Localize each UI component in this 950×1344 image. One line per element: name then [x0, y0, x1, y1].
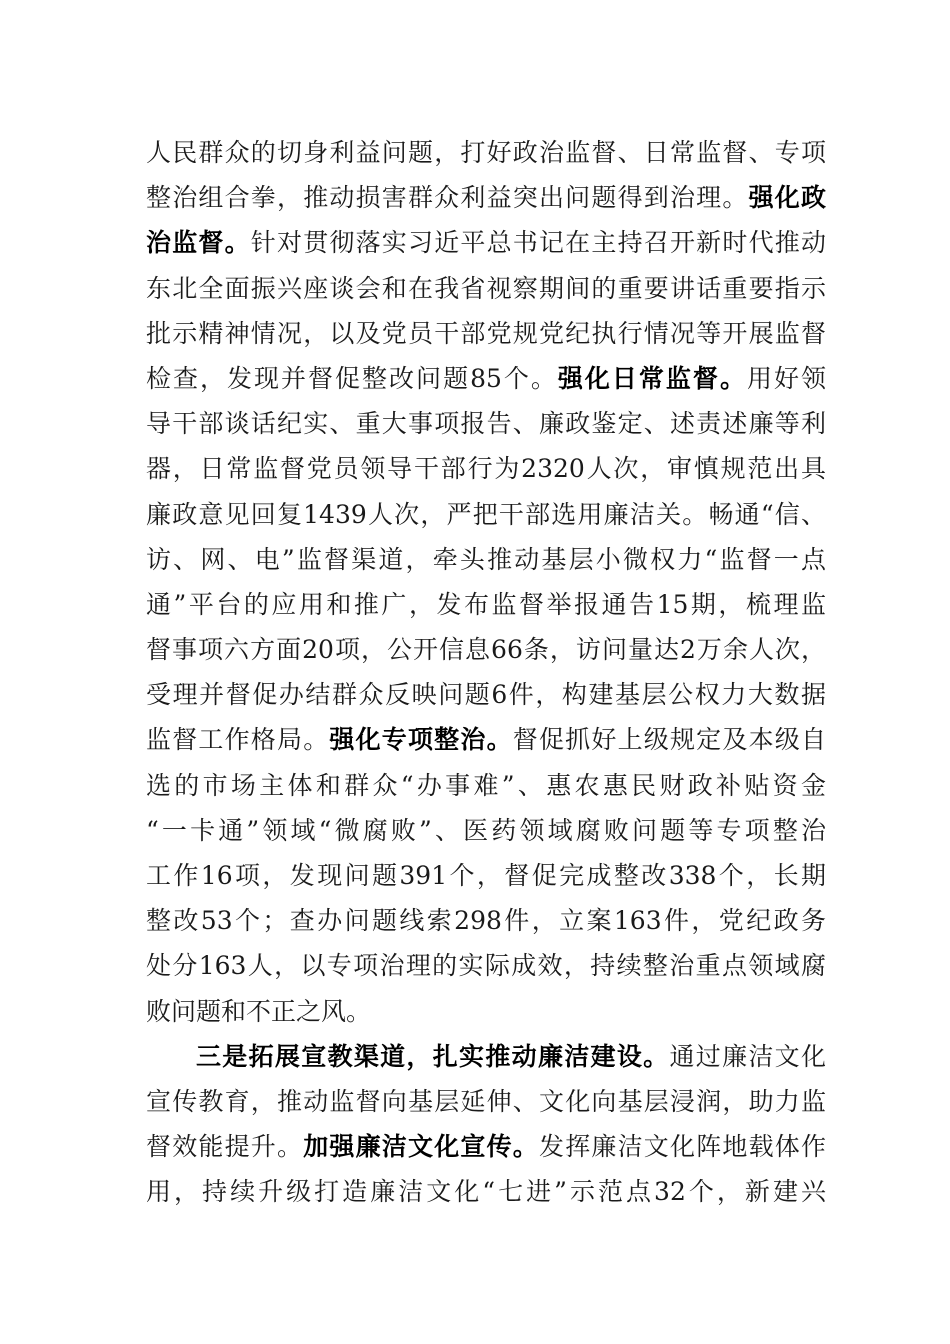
text-line: 器，日常监督党员领导干部行为2320人次，审慎规范出具: [146, 454, 826, 484]
text-line: 整改53个；查办问题线索298件，立案163件，党纪政务: [146, 906, 826, 936]
text-segment: 用好领: [746, 363, 826, 393]
text-line: 通”平台的应用和推广，发布监督举报通告15期，梳理监: [146, 589, 826, 619]
text-line: 东北全面振兴座谈会和在我省视察期间的重要讲话重要指示: [146, 273, 826, 303]
text-line: [146, 220, 826, 265]
bold-heading: 强化日常监督。: [557, 363, 747, 393]
text-segment: 针对贯彻落实习近平总书记在主持召开新时代推动: [250, 228, 826, 258]
text-segment: 检查，发现并督促整改问题85个。: [146, 363, 558, 393]
bold-heading: 三是拓展宣教渠道，扎实推动廉洁建设。: [196, 1041, 670, 1071]
text-line: 选的市场主体和群众“办事难”、惠农惠民财政补贴资金: [146, 770, 826, 800]
text-segment: 发挥廉洁文化阵地载体作: [539, 1132, 826, 1162]
text-line: 受理并督促办结群众反映问题6件，构建基层公权力大数据: [146, 680, 826, 710]
text-line: 工作16项，发现问题391个，督促完成整改338个，长期: [146, 861, 826, 890]
text-line: 廉政意见回复1439人次，严把干部选用廉洁关。畅通“信、: [146, 499, 826, 529]
text-line: [146, 1124, 826, 1169]
text-line: [146, 356, 826, 401]
text-line: 败问题和不正之风。: [146, 996, 372, 1026]
bold-heading: 强化专项整治。: [329, 725, 513, 755]
text-line: 督事项六方面20项，公开信息66条，访问量达2万余人次，: [146, 635, 826, 665]
text-line: 宣传教育，推动监督向基层延伸、文化向基层浸润，助力监: [146, 1086, 826, 1116]
document-body: [146, 130, 826, 1215]
text-line: 人民群众的切身利益问题，打好政治监督、日常监督、专项: [146, 138, 826, 167]
bold-heading: 治监督。: [146, 228, 251, 258]
text-segment: 监督工作格局。: [146, 725, 330, 755]
text-line: 批示精神情况，以及党员干部党规党纪执行情况等开展监督: [146, 318, 826, 348]
bold-heading: 强化政: [748, 183, 826, 213]
text-segment: 督效能提升。: [146, 1132, 304, 1162]
text-line: 导干部谈话纪实、重大事项报告、廉政鉴定、述责述廉等利: [146, 409, 826, 439]
bold-heading: 加强廉洁文化宣传。: [303, 1132, 539, 1162]
text-line: “一卡通”领域“微腐败”、医药领域腐败问题等专项整治: [146, 815, 826, 845]
text-line: 用，持续升级打造廉洁文化“七进”示范点32个，新建兴: [146, 1177, 826, 1207]
text-segment: 整治组合拳，推动损害群众利益突出问题得到治理。: [146, 183, 749, 213]
text-line: [146, 717, 826, 762]
text-segment: 通过廉洁文化: [669, 1041, 826, 1071]
text-line: 处分163人，以专项治理的实际成效，持续整治重点领域腐: [146, 951, 826, 981]
text-line: 访、网、电”监督渠道，牵头推动基层小微权力“监督一点: [146, 544, 826, 574]
text-line: [146, 1034, 826, 1079]
text-line: [146, 175, 826, 220]
text-segment: 督促抓好上级规定及本级自: [512, 725, 826, 755]
